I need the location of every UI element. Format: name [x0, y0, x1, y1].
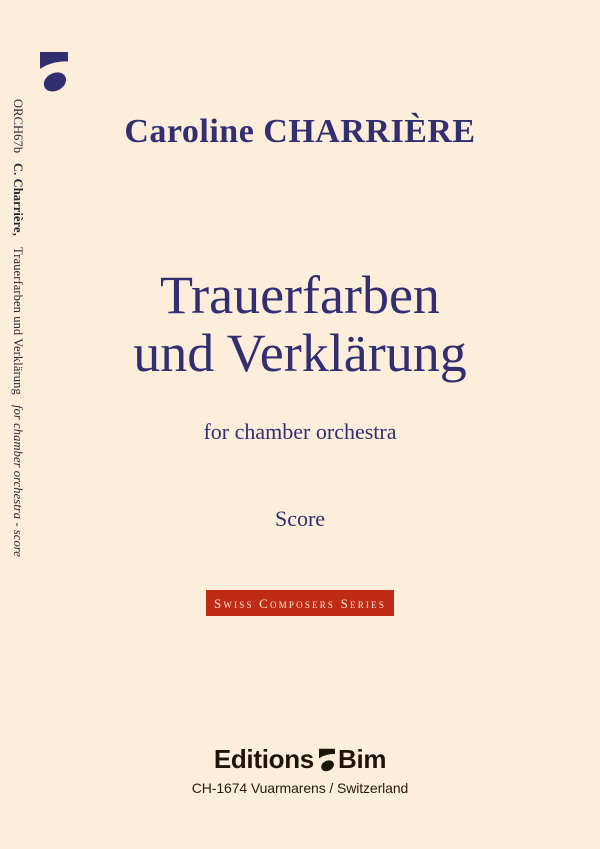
bim-mark-icon [40, 50, 68, 97]
series-banner-label: Swiss Composers Series [213, 595, 387, 611]
publisher-name-right: Bim [337, 744, 387, 774]
edition-format: Score [274, 506, 326, 531]
composer-name: Caroline CHARRIÈRE [124, 113, 476, 150]
bim-mark-icon [319, 748, 335, 774]
spine-catalog-number: ORCH67b [11, 99, 25, 154]
spine-edition: for chamber orchestra - score [11, 404, 25, 557]
work-title [0, 266, 600, 382]
work-title-line2: und Verklärung [133, 323, 467, 383]
series-banner [206, 590, 394, 616]
publisher-name-left: Editions [213, 744, 314, 774]
spine-composer: C. Charrière, [11, 163, 25, 237]
instrumentation-subtitle: for chamber orchestra [203, 419, 397, 444]
publisher-logo [0, 744, 600, 775]
spine-title: Trauerfarben und Verklärung [11, 246, 25, 395]
work-title-line1: Trauerfarben [160, 265, 440, 325]
publisher-address: CH-1674 Vuarmarens / Switzerland [191, 780, 409, 796]
